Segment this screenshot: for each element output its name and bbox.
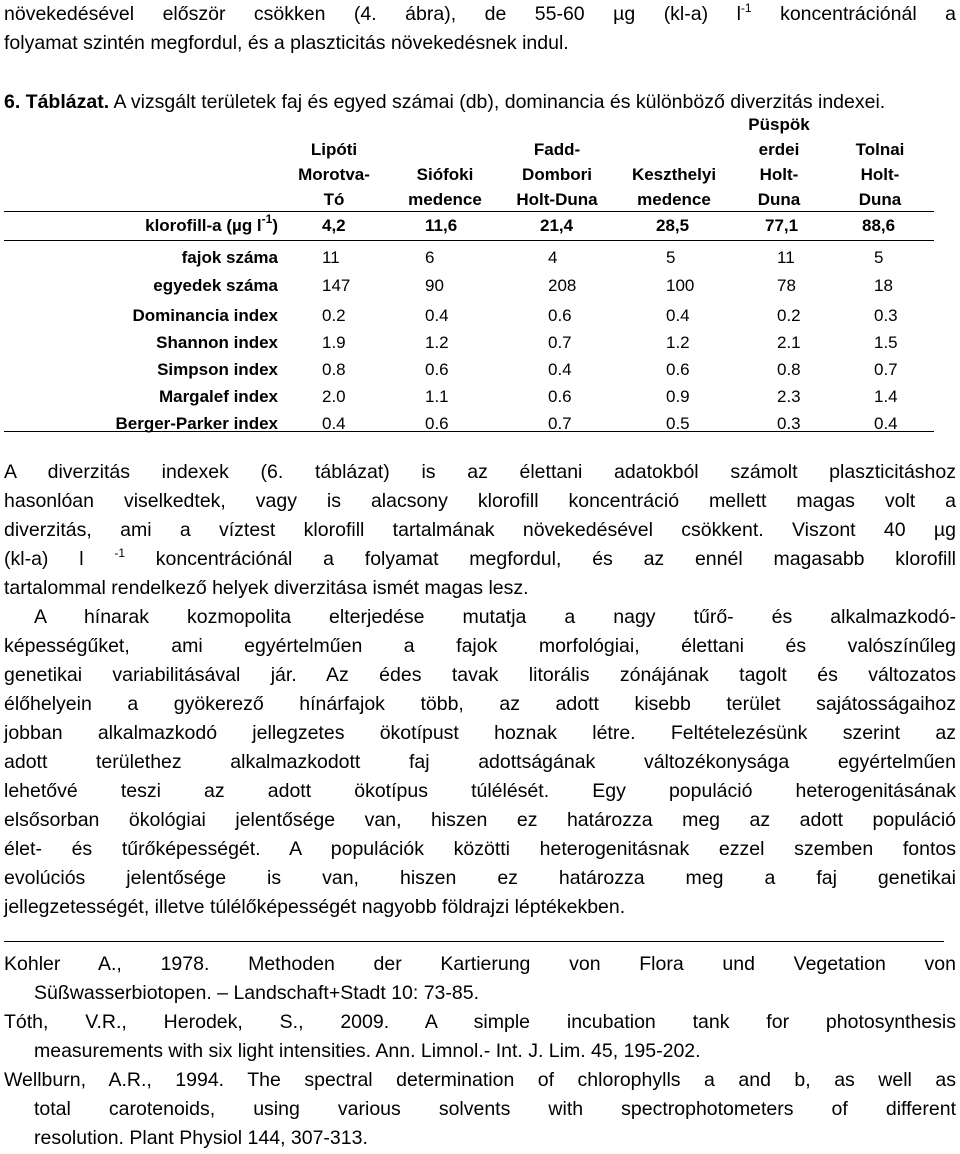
para1-line-5: tartalommal rendelkező helyek diverzitása ismét magas lesz.: [4, 577, 529, 599]
para2-line-9: élet- és tűrőképességét. A populációk közötti heterogenitásnak ezzel szemben fontos: [4, 838, 956, 860]
table-row: [4, 302, 934, 330]
table-cell: 21,4: [540, 216, 574, 235]
column-header-tolnai: Tolnai Holt- Duna: [855, 140, 905, 209]
column-header-lipoti: Lipóti Morotva- Tó: [298, 140, 370, 209]
table-row: [4, 329, 934, 357]
table-cell: 1.2: [425, 333, 449, 352]
table-cell: 0.4: [322, 414, 346, 433]
table-cell: 1.9: [322, 333, 346, 352]
table-cell: 2.0: [322, 387, 346, 406]
table-cell: 0.4: [425, 306, 449, 325]
table-cell: 0.4: [874, 414, 898, 433]
table-cell: 0.2: [322, 306, 346, 325]
table-cell: 11: [322, 248, 340, 267]
table-rule-bottom: [4, 431, 934, 432]
row-label-klorofill: klorofill-a (µg $l^{-1}$): [145, 212, 278, 235]
column-header-siofoki: Siófoki medence: [408, 165, 482, 209]
table-cell: 0.3: [777, 414, 801, 433]
table-cell: 18: [874, 276, 893, 295]
row-label: Dominancia index: [132, 306, 278, 325]
table-cell: 1.4: [874, 387, 898, 406]
para2-line-5: jobban alkalmazkodó jellegzetes ökotípust hoznak létre. Feltételezésünk szerint az: [4, 722, 956, 744]
references-separator: [4, 941, 944, 942]
table-row: [4, 356, 934, 384]
row-label: egyedek száma: [153, 276, 278, 295]
table-cell: 0.7: [874, 360, 898, 379]
intro-paragraph: [4, 0, 956, 58]
table-cell: 1.5: [874, 333, 898, 352]
table-cell: 11: [777, 248, 795, 267]
table-cell: 0.6: [425, 414, 449, 433]
row-label: Margalef index: [158, 387, 278, 406]
table-cell: 0.7: [548, 414, 572, 433]
row-label: Berger-Parker index: [115, 414, 278, 433]
table-cell: 2.3: [777, 387, 801, 406]
table-caption-label: 6. Táblázat.: [4, 91, 110, 113]
intro-line-1: növekedésével először csökken (4. ábra), de 55-60 µg (kl-a) $l^{-1}$ koncentrációnál a: [4, 1, 956, 25]
body-text: [4, 458, 956, 922]
para2-line-11: jellegzetességét, illetve túlélőképességét nagyobb földrajzi léptékekben.: [4, 896, 626, 918]
table-cell: 0.4: [666, 306, 690, 325]
table-cell: 4,2: [322, 216, 346, 235]
para1-line-3: diverzitás, ami a víztest klorofill tartalmának növekedésével csökkent. Viszont 40 µg: [4, 519, 956, 541]
table-caption-text: A vizsgált területek faj és egyed számai (db), dominancia és különböző diverzitás indexei.: [109, 91, 886, 113]
table-cell: 0.3: [874, 306, 898, 325]
intro-line-2: folyamat szintén megfordul, és a plaszticitás növekedésnek indul.: [4, 32, 569, 54]
table-row: [4, 383, 934, 411]
table-row: [4, 272, 934, 300]
row-label: Simpson index: [157, 360, 278, 379]
references-list: [4, 950, 956, 1153]
table-cell: 0.4: [548, 360, 572, 379]
para2-line-2: képességűket, ami egyértelműen a fajok morfológiai, élettani és valószínűleg: [4, 635, 956, 657]
para2-line-3: genetikai variabilitásával jár. Az édes tavak litorális zónájának tagolt és változatos: [4, 664, 956, 686]
column-header-puspok: Püspök erdei Holt- Duna: [748, 115, 810, 209]
table-cell: 6: [425, 248, 435, 267]
reference-item: Wellburn, A.R., 1994. The spectral determination of chlorophylls a and b, as well as total carotenoids, using various solvents with spectrophotometers of different resolution. Plant Physiol 144, 307-313.: [4, 1069, 956, 1149]
table-row-klorofill: [4, 212, 934, 240]
table-cell: 5: [874, 248, 884, 267]
para1-line-4: (kl-a) l $^{-1}$ koncentrációnál a folyamat megfordul, és az ennél magasabb klorofill: [4, 546, 956, 570]
para2-line-6: adott területhez alkalmazkodott faj adottságának változékonysága egyértelműen: [4, 751, 956, 773]
reference-item: Kohler A., 1978. Methoden der Kartierung von Flora und Vegetation von Süßwasserbiotopen. – Landschaft+Stadt 10: 73-85.: [4, 953, 956, 1004]
para2-line-7: lehetővé teszi az adott ökotípus túlélését. Egy populáció heterogenitásának: [4, 780, 956, 802]
table-cell: 0.6: [425, 360, 449, 379]
table-cell: 0.7: [548, 333, 572, 352]
table-cell: 1.1: [425, 387, 449, 406]
table-cell: 208: [548, 276, 577, 295]
table-cell: 78: [777, 276, 796, 295]
table-cell: 28,5: [656, 216, 690, 235]
table-cell: 11,6: [425, 216, 458, 235]
table-cell: 5: [666, 248, 676, 267]
table-cell: 1.2: [666, 333, 690, 352]
para1-line-1: A diverzitás indexek (6. táblázat) is az élettani adatokból számolt plaszticitáshoz: [4, 461, 956, 483]
table-cell: 88,6: [862, 216, 896, 235]
table-cell: 0.5: [666, 414, 690, 433]
table-cell: 90: [425, 276, 444, 295]
para2-line-8: elsősorban ökológiai jelentősége van, hiszen ez határozza meg az adott populáció: [4, 809, 956, 831]
table-cell: 77,1: [765, 216, 799, 235]
table-cell: 0.8: [322, 360, 346, 379]
reference-item: Tóth, V.R., Herodek, S., 2009. A simple incubation tank for photosynthesis measurements with six light intensities. Ann. Limnol.- Int. J. Lim. 45, 195-202.: [4, 1011, 956, 1062]
para2-line-1: A hínarak kozmopolita elterjedése mutatja a nagy tűrő- és alkalmazkodó-: [34, 606, 956, 628]
para1-line-2: hasonlóan viselkedtek, vagy is alacsony klorofill koncentráció mellett magas volt a: [4, 490, 956, 512]
para2-line-4: élőhelyein a gyökerező hínárfajok több, az adott kisebb terület sajátosságaihoz: [4, 693, 956, 715]
table-cell: 0.6: [548, 306, 572, 325]
column-header-fadd-dombori: Fadd- Dombori Holt-Duna: [516, 140, 598, 209]
para2-line-10: evolúciós jelentősége is van, hiszen ez határozza meg a faj genetikai: [4, 867, 956, 889]
table-cell: 0.6: [666, 360, 690, 379]
table-cell: 0.9: [666, 387, 690, 406]
table-cell: 147: [322, 276, 351, 295]
table-rule-mid: [4, 240, 934, 241]
table-cell: 4: [548, 248, 558, 267]
table-cell: 0.2: [777, 306, 801, 325]
table-cell: 0.8: [777, 360, 801, 379]
table-cell: 2.1: [777, 333, 801, 352]
row-label: fajok száma: [181, 248, 278, 267]
table-row: [4, 244, 934, 272]
table-cell: 100: [666, 276, 695, 295]
column-header-keszthelyi: Keszthelyi medence: [631, 165, 717, 209]
table-cell: 0.6: [548, 387, 572, 406]
table-row: [4, 410, 934, 438]
row-label: Shannon index: [156, 333, 278, 352]
